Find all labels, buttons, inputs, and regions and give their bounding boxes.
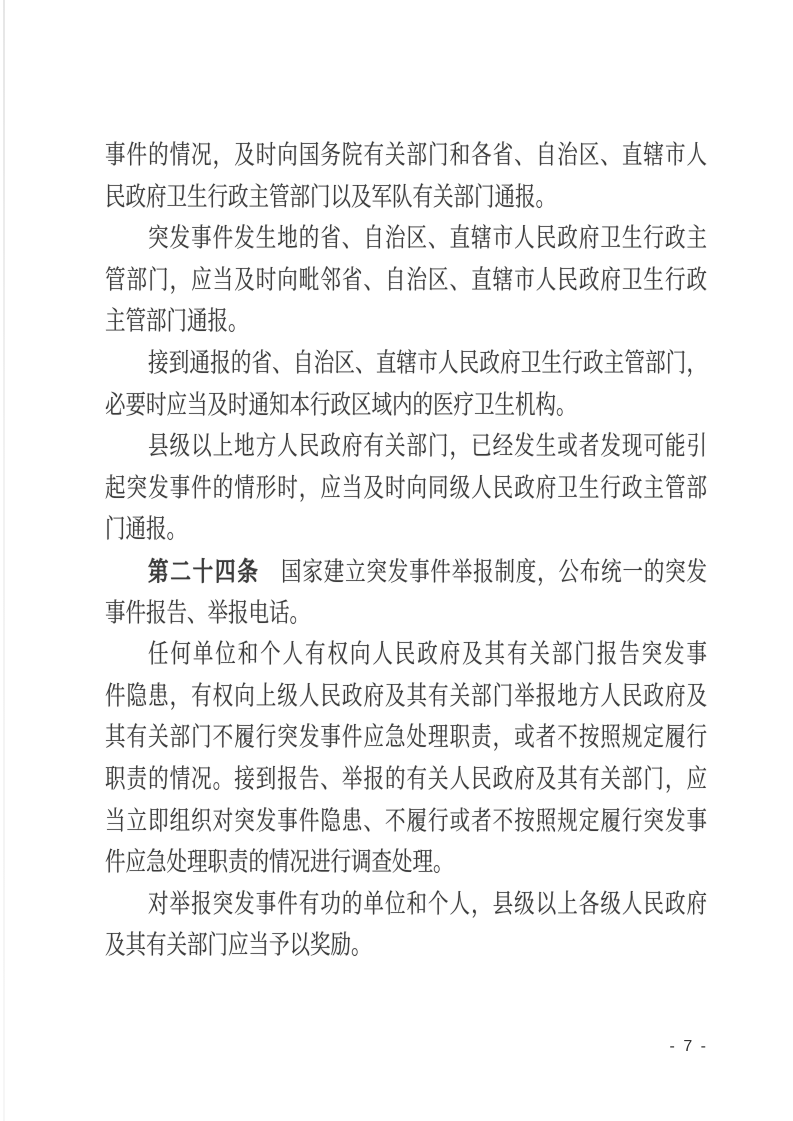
- text-line: 当立即组织对突发事件隐患、不履行或者不按照规定履行突发事: [105, 807, 707, 836]
- text-line: 管部门，应当及时向毗邻省、自治区、直辖市人民政府卫生行政: [105, 266, 707, 295]
- text-line: 必要时应当及时通知本行政区域内的医疗卫生机构。: [105, 391, 577, 420]
- scan-edge-artifact: [3, 0, 5, 1121]
- text-line: 职责的情况。接到报告、举报的有关人民政府及其有关部门，应: [105, 765, 707, 794]
- text-line: 及其有关部门应当予以奖励。: [105, 931, 372, 961]
- text-line: 县级以上地方人民政府有关部门，已经发生或者发现可能引: [148, 432, 707, 462]
- text-line: 其有关部门不履行突发事件应急处理职责，或者不按照规定履行: [105, 724, 707, 753]
- document-body: [105, 136, 707, 968]
- text-line: 件应急处理职责的情况进行调查处理。: [105, 848, 454, 877]
- text-line: 件隐患，有权向上级人民政府及其有关部门举报地方人民政府及: [105, 682, 707, 711]
- article-text: 国家建立突发事件举报制度，公布统一的突发: [259, 558, 708, 588]
- text-line: 突发事件发生地的省、自治区、直辖市人民政府卫生行政主: [148, 224, 707, 254]
- text-line: 民政府卫生行政主管部门以及军队有关部门通报。: [105, 183, 556, 212]
- article-number: 第二十四条: [148, 557, 260, 588]
- page-number: - 7 -: [669, 1038, 708, 1055]
- text-line: 对举报突发事件有功的单位和个人，县级以上各级人民政府: [148, 890, 707, 919]
- text-line: 事件报告、举报电话。: [105, 599, 310, 628]
- text-line: 任何单位和个人有权向人民政府及其有关部门报告突发事: [148, 640, 707, 669]
- text-line: 主管部门通报。: [105, 308, 249, 337]
- text-line: 接到通报的省、自治区、直辖市人民政府卫生行政主管部门，: [148, 349, 707, 378]
- text-line: 事件的情况，及时向国务院有关部门和各省、自治区、直辖市人: [105, 141, 707, 170]
- text-line: 起突发事件的情形时，应当及时向同级人民政府卫生行政主管部: [105, 474, 707, 503]
- text-line: 门通报。: [105, 516, 187, 545]
